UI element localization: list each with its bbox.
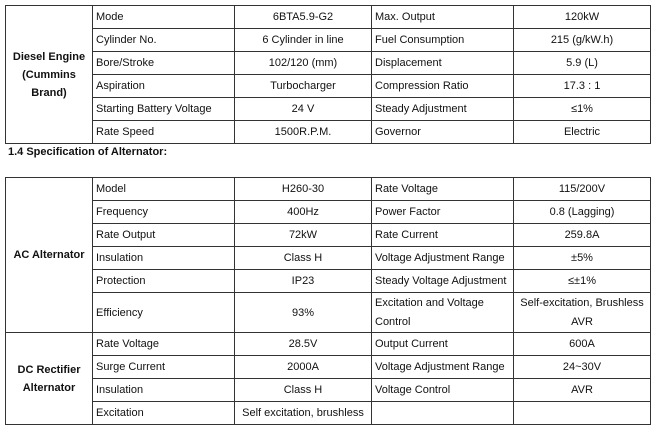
spec-label: Rate Current — [372, 224, 514, 247]
spec-label: Starting Battery Voltage — [93, 98, 235, 121]
table-row — [6, 333, 651, 356]
table-row — [6, 75, 651, 98]
table-row — [6, 247, 651, 270]
table-row — [6, 224, 651, 247]
spec-label — [372, 402, 514, 425]
spec-value: 400Hz — [235, 201, 372, 224]
table-row — [6, 52, 651, 75]
spec-value: 1500R.P.M. — [235, 121, 372, 144]
table-row — [6, 98, 651, 121]
spec-label: Rate Output — [93, 224, 235, 247]
spec-label: Power Factor — [372, 201, 514, 224]
spec-label: Rate Speed — [93, 121, 235, 144]
section-heading: 1.4 Specification of Alternator: — [8, 146, 168, 158]
spec-value: 5.9 (L) — [514, 52, 651, 75]
spec-value: Electric — [514, 121, 651, 144]
spec-value: H260-30 — [235, 178, 372, 201]
spec-label: Governor — [372, 121, 514, 144]
spec-value: 0.8 (Lagging) — [514, 201, 651, 224]
spec-value: 17.3 : 1 — [514, 75, 651, 98]
spec-value: 2000A — [235, 356, 372, 379]
spec-value: Turbocharger — [235, 75, 372, 98]
spec-label: Output Current — [372, 333, 514, 356]
diesel-engine-spec-table — [5, 5, 651, 144]
spec-value: 600A — [514, 333, 651, 356]
spec-label: Surge Current — [93, 356, 235, 379]
spec-label: Insulation — [93, 247, 235, 270]
category-label: Diesel Engine (Cummins Brand) — [6, 6, 93, 144]
table-row — [6, 379, 651, 402]
spec-label: Model — [93, 178, 235, 201]
spec-value: 28.5V — [235, 333, 372, 356]
spec-label: Voltage Adjustment Range — [372, 356, 514, 379]
spec-label: Aspiration — [93, 75, 235, 98]
table-row — [6, 201, 651, 224]
spec-label: Protection — [93, 270, 235, 293]
spec-label: Max. Output — [372, 6, 514, 29]
spec-value: 6 Cylinder in line — [235, 29, 372, 52]
spec-value: 115/200V — [514, 178, 651, 201]
spec-label: Excitation and Voltage Control — [372, 293, 514, 333]
spec-value: IP23 — [235, 270, 372, 293]
spec-label: Displacement — [372, 52, 514, 75]
spec-value: Class H — [235, 247, 372, 270]
spec-label: Excitation — [93, 402, 235, 425]
alternator-spec-table — [5, 177, 651, 425]
spec-value — [514, 402, 651, 425]
category-label: AC Alternator — [6, 178, 93, 333]
spec-label: Voltage Adjustment Range — [372, 247, 514, 270]
spec-label: Bore/Stroke — [93, 52, 235, 75]
spec-value: 259.8A — [514, 224, 651, 247]
spec-label: Rate Voltage — [93, 333, 235, 356]
table-row — [6, 121, 651, 144]
spec-label: Compression Ratio — [372, 75, 514, 98]
table-row — [6, 6, 651, 29]
spec-value: 24 V — [235, 98, 372, 121]
spec-value: 93% — [235, 293, 372, 333]
spec-label: Frequency — [93, 201, 235, 224]
table-row — [6, 29, 651, 52]
spec-value: 120kW — [514, 6, 651, 29]
spec-label: Steady Voltage Adjustment — [372, 270, 514, 293]
spec-value: Self-excitation, Brushless AVR — [514, 293, 651, 333]
spec-label: Mode — [93, 6, 235, 29]
table-row — [6, 178, 651, 201]
table-row — [6, 356, 651, 379]
table-row — [6, 402, 651, 425]
spec-label: Steady Adjustment — [372, 98, 514, 121]
spec-label: Cylinder No. — [93, 29, 235, 52]
spec-value: 6BTA5.9-G2 — [235, 6, 372, 29]
spec-label: Efficiency — [93, 293, 235, 333]
spec-value: Self excitation, brushless — [235, 402, 372, 425]
spec-value: 24~30V — [514, 356, 651, 379]
spec-label: Rate Voltage — [372, 178, 514, 201]
spec-label: Insulation — [93, 379, 235, 402]
spec-value: Class H — [235, 379, 372, 402]
spec-value: ±5% — [514, 247, 651, 270]
spec-label: Voltage Control — [372, 379, 514, 402]
spec-label: Fuel Consumption — [372, 29, 514, 52]
spec-value: ≤±1% — [514, 270, 651, 293]
category-label: DC Rectifier Alternator — [6, 333, 93, 425]
spec-value: AVR — [514, 379, 651, 402]
spec-value: 72kW — [235, 224, 372, 247]
table-row — [6, 293, 651, 333]
spec-value: ≤1% — [514, 98, 651, 121]
spec-value: 215 (g/kW.h) — [514, 29, 651, 52]
table-row — [6, 270, 651, 293]
spec-value: 102/120 (mm) — [235, 52, 372, 75]
